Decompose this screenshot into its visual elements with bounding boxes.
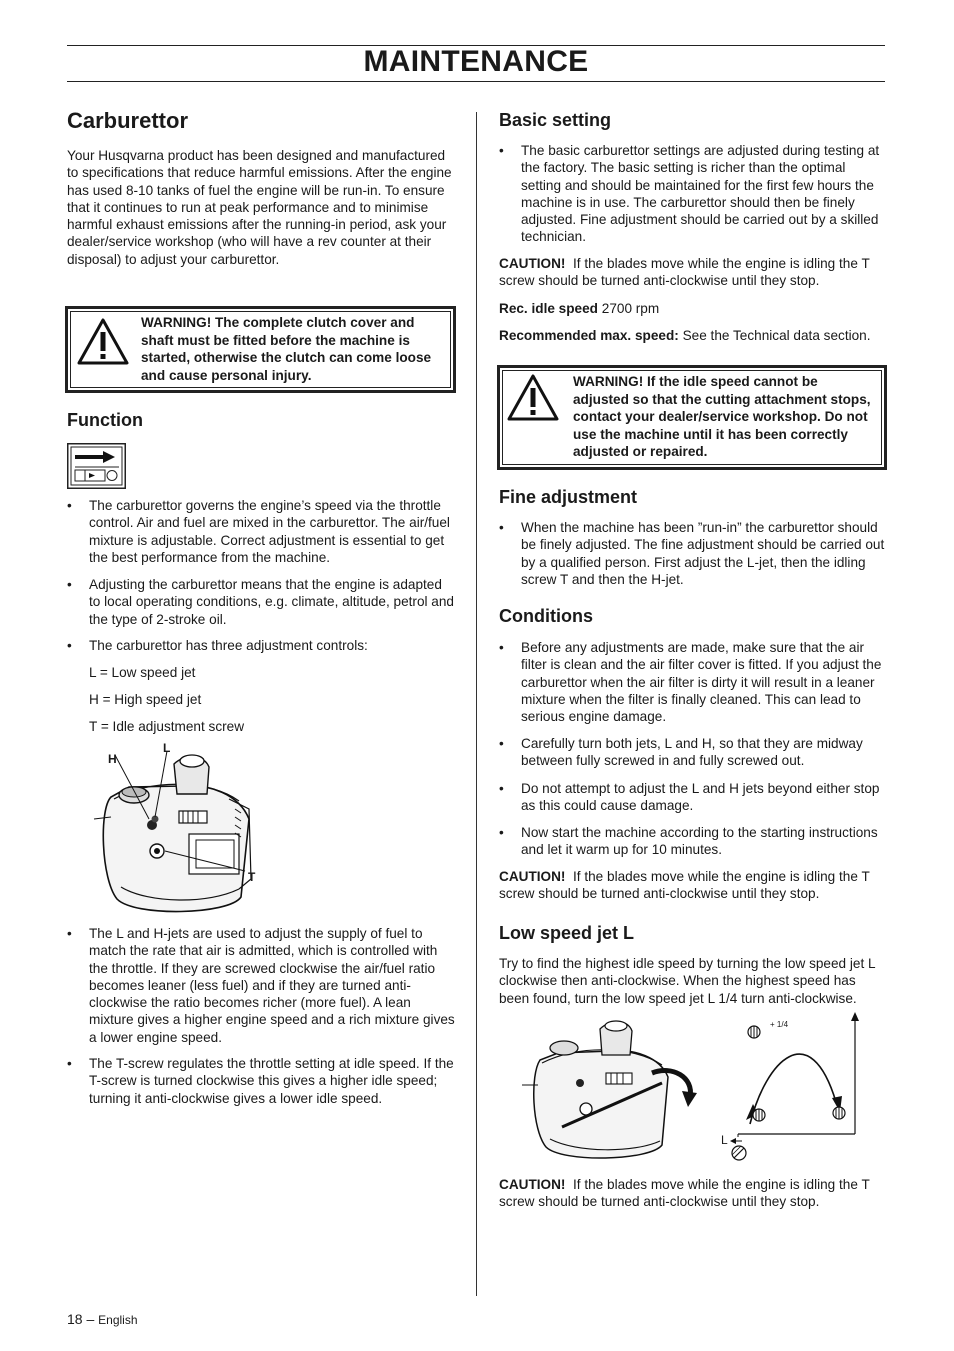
max-speed-label: Recommended max. speed: <box>499 328 679 343</box>
page-footer <box>67 1311 138 1327</box>
low-speed-jet-illustration <box>522 1015 698 1165</box>
page-title: MAINTENANCE <box>363 45 589 78</box>
max-speed-line <box>499 327 889 344</box>
section-title-carburettor: Carburettor <box>67 108 189 133</box>
warning-triangle-icon <box>76 317 130 367</box>
warning-box-idle <box>497 365 887 470</box>
graph-canvas <box>718 1010 866 1165</box>
max-speed-value: See the Technical data section. <box>682 328 871 343</box>
list-item: • The carburettor has three adjustment controls: <box>67 638 368 653</box>
list-item: • The basic carburettor settings are adjusted during testing at the factory. The basic setting is richer than the optimal setting and should be maintained for the first few hours the machine is in use. The carburettor should then be finely adjusted. Fine adjustment should be carried out by a skilled technician. <box>499 143 880 245</box>
low-speed-paragraph: Try to find the highest idle speed by turning the low speed jet L clockwise then anti-clockwise. When the highest speed has been found, turn the low speed jet L 1/4 turn anti-clockwise. <box>499 956 876 1006</box>
subsection-title-low-speed-jet: Low speed jet L <box>499 923 635 943</box>
screw-icon <box>732 1146 746 1160</box>
list-item: • Carefully turn both jets, L and H, so that they are midway between fully screwed in and fully screwed out. <box>499 736 863 769</box>
idle-speed-label: Rec. idle speed <box>499 301 598 316</box>
caution-text: If the blades move while the engine is idling the T screw should be turned anti-clockwise until they stop. <box>499 869 870 902</box>
page-number: 18 – <box>67 1311 95 1327</box>
list-item: • Before any adjustments are made, make sure that the air filter is clean and the air filter cover is fitted. If you adjust the carburettor when the air filter is dirty it will result in a leaner mixture when the filter is finally cleaned. This can lead to serious engine damage. <box>499 640 882 725</box>
column-divider <box>476 112 477 1296</box>
low-speed-jet-graph <box>718 1010 866 1165</box>
caution-text: If the blades move while the engine is idling the T screw should be turned anti-clockwise until they stop. <box>499 256 870 289</box>
list-item: • When the machine has been ”run-in” the carburettor should be finely adjusted. The fine adjustment should be carried out by a qualified person. First adjust the L-jet, then the idling screw T and then the H-jet. <box>499 520 885 587</box>
control-low-speed-jet: L = Low speed jet <box>89 665 196 680</box>
list-item: • The carburettor governs the engine’s speed via the throttle control. Air and fuel are mixed in the carburettor. The air/fuel mixture is adjustable. Correct adjustment is essential to get the best performance from the machine. <box>67 498 450 565</box>
idle-speed-value: 2700 rpm <box>601 301 660 316</box>
list-item: • Adjusting the carburettor means that the engine is adapted to local operating conditions, e.g. climate, altitude, petrol and the type of 2-stroke oil. <box>67 577 454 627</box>
caution-label: CAUTION! <box>499 1177 566 1192</box>
warning-text-clutch: WARNING! The complete clutch cover and shaft must be fitted before the machine is started, otherwise the clutch can come loose and cause personal injury. <box>141 315 432 383</box>
function-arrow-icon <box>67 443 126 489</box>
screw-icon <box>753 1109 765 1121</box>
figure-label-t: T <box>248 870 256 884</box>
graph-label-quarter: + 1/4 <box>770 1020 789 1029</box>
subsection-title-basic-setting: Basic setting <box>499 110 612 130</box>
figure-label-h: H <box>108 752 117 766</box>
warning-box-clutch <box>65 306 456 393</box>
subsection-title-conditions: Conditions <box>499 606 593 626</box>
caution-paragraph-3 <box>499 1176 885 1211</box>
header-rule-bottom <box>67 81 885 82</box>
warning-text-idle: WARNING! If the idle speed cannot be adjusted so that the cutting attachment stops, contact your dealer/service workshop. Do not use the machine until it has been correctly adjusted or repaired. <box>573 374 871 460</box>
caution-label: CAUTION! <box>499 256 566 271</box>
control-high-speed-jet: H = High speed jet <box>89 692 202 707</box>
graph-label-l: L <box>721 1133 728 1147</box>
subsection-title-fine-adjustment: Fine adjustment <box>499 487 638 507</box>
control-idle-screw: T = Idle adjustment screw <box>89 719 245 734</box>
figure-label-l: L <box>163 741 171 755</box>
caution-text: If the blades move while the engine is idling the T screw should be turned anti-clockwise until they stop. <box>499 1177 870 1210</box>
list-item: • The L and H-jets are used to adjust the supply of fuel to match the rate that air is admitted, which is controlled with the throttle. If they are screwed clockwise the air/fuel ratio becomes leaner (less fuel) and if they are turned anti-clockwise the ratio becomes richer (more fuel). A lean mixture gives a higher engine speed and a rich mixture gives a lower engine speed. <box>67 926 455 1045</box>
caution-paragraph-1 <box>499 255 885 290</box>
list-item: • The T-screw regulates the throttle setting at idle speed. If the T-screw is turned clockwise this gives a higher idle speed; turning it anti-clockwise gives a lower idle speed. <box>67 1056 454 1106</box>
screw-icon <box>748 1026 760 1038</box>
intro-paragraph: Your Husqvarna product has been designed and manufactured to specifications that reduce harmful emissions. After the engine has used 8-10 tanks of fuel the engine will be run-in. To ensure that it continues to run at peak performance and to minimise harmful exhaust emissions after the running-in period, ask your dealer/service workshop (who will have a rev counter at their disposal) to adjust your carburettor. <box>67 148 452 267</box>
footer-language: English <box>98 1313 138 1327</box>
caution-label: CAUTION! <box>499 869 566 884</box>
carburettor-figure <box>89 739 269 919</box>
subsection-title-function: Function <box>67 410 143 430</box>
screw-icon <box>833 1107 845 1119</box>
idle-speed-line <box>499 300 885 317</box>
list-item: • Now start the machine according to the starting instructions and let it warm up for 10 minutes. <box>499 825 878 858</box>
list-item: • Do not attempt to adjust the L and H jets beyond either stop as this could cause damage. <box>499 781 880 814</box>
caution-paragraph-2 <box>499 868 885 903</box>
engine-illustration <box>89 739 269 919</box>
warning-triangle-icon <box>506 373 560 423</box>
